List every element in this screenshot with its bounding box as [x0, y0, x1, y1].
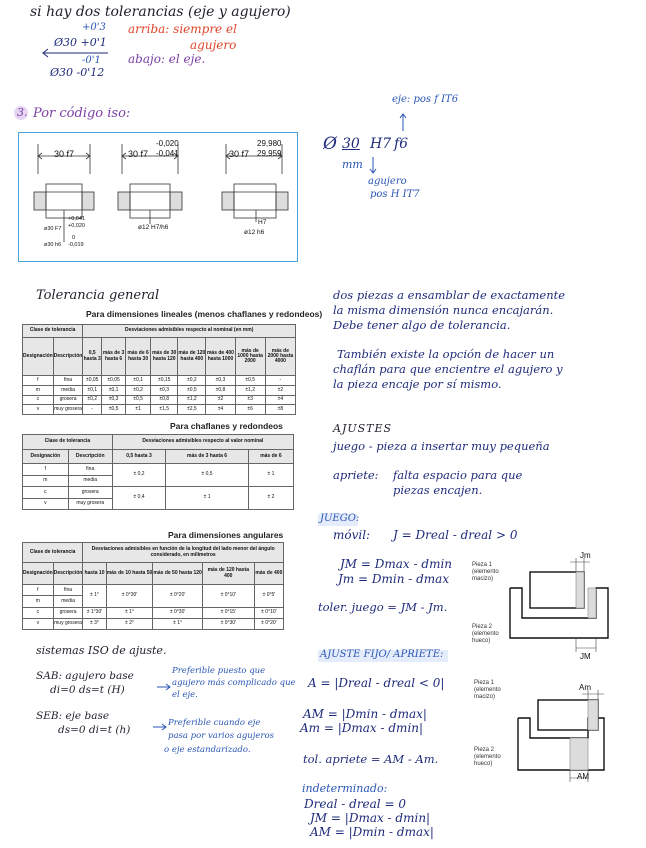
table-cell: ± 1°: [106, 607, 153, 618]
table-cell: m: [23, 385, 54, 395]
table-cell: v: [23, 618, 54, 629]
table-cell: -: [83, 405, 102, 415]
table-cell: hasta 10: [83, 563, 106, 585]
tol-plus-03: +0'3: [82, 22, 106, 33]
apriete-pieza1-l2: (elemento: [474, 687, 501, 693]
table-row: [23, 376, 296, 386]
table-cell: Descripción: [68, 450, 112, 464]
am-bottom-label: AM: [577, 772, 589, 781]
table-cell: c: [23, 607, 54, 618]
fig-b1-l2: ø30 h6: [44, 242, 62, 248]
table-cell: ± 0°10': [202, 585, 254, 608]
section-number: 3.: [17, 106, 28, 119]
table-cell: ± 0,4: [112, 487, 166, 510]
table-cell: ±0,3: [206, 376, 235, 386]
sab-arrow: [156, 682, 172, 692]
table-cell: más de 50 hasta 120: [153, 563, 202, 585]
table-cell: c: [23, 487, 69, 499]
table-row: [23, 405, 296, 415]
apriete-pieza2-l3: hueco): [474, 761, 493, 767]
chamfer-table: [22, 434, 294, 510]
table-cell: m: [23, 596, 54, 607]
angular-title: Para dimensiones angulares: [168, 530, 284, 540]
table-cell: ± 0°5': [254, 585, 283, 608]
juego-def: juego - pieza a insertar muy pequeña: [333, 439, 550, 453]
notation-h7: H7: [370, 136, 392, 152]
fig-dim-2-tol-b: -0,041: [156, 149, 179, 158]
table-cell: ±1,2: [178, 395, 206, 405]
table-cell: fina: [53, 376, 83, 386]
table-cell: ±6: [235, 405, 265, 415]
table-cell: ±0,5: [102, 405, 126, 415]
angular-table: [22, 542, 284, 630]
agujero-note-2: pos H IT7: [370, 189, 420, 200]
table-row: [23, 543, 284, 563]
note-p2-l2: chaflán para que encientre el agujero y: [333, 362, 563, 376]
table-cell: más de 3 hasta 6: [166, 450, 249, 464]
notation-f6: f6: [394, 136, 409, 152]
fig-dim-3-val-a: 29,980: [257, 139, 282, 148]
table-cell: media: [53, 596, 83, 607]
ind-1: Dreal - dreal = 0: [304, 797, 406, 811]
ind-head: indeterminado:: [302, 782, 388, 795]
fig-b1-c: 0: [72, 235, 76, 241]
table-cell: f: [23, 464, 69, 476]
table-cell: ± 1: [166, 487, 249, 510]
lin-range: más de 6 hasta 30: [126, 338, 151, 376]
seb-note-3: o eje estandarizado.: [164, 745, 251, 755]
fig-dim-1: 30 f7: [54, 149, 75, 159]
notation-mm: mm: [342, 158, 363, 171]
table-cell: grosera: [53, 395, 83, 405]
table-cell: Clase de tolerancia: [23, 543, 83, 563]
table-cell: Desviaciones admisibles respecto al valor nominal: [112, 435, 293, 450]
juego-pieza2-l3: hueco): [472, 638, 491, 644]
table-cell: Designación: [23, 563, 54, 585]
table-cell: Descripción: [53, 563, 83, 585]
table-cell: ±0,1: [126, 376, 151, 386]
sab-note-2: agujero más complicado que: [172, 678, 296, 688]
jm-min: Jm = Dmin - dmax: [338, 572, 450, 586]
table-cell: muy grosera: [53, 618, 83, 629]
agujero-note-1: agujero: [368, 176, 407, 187]
tol-apriete: tol. apriete = AM - Am.: [303, 752, 439, 766]
seb-note-1: Preferible cuando eje: [168, 718, 261, 728]
table-cell: media: [53, 385, 83, 395]
tol-d30-minus012: Ø30 -0'12: [50, 66, 105, 79]
table-cell: ± 0°30': [153, 607, 202, 618]
table-cell: Designación: [23, 450, 69, 464]
table-row: [23, 435, 294, 450]
table-cell: ±0,05: [83, 376, 102, 386]
table-cell: ± 0°20': [153, 585, 202, 608]
table-cell: ±8: [265, 405, 295, 415]
apriete-pieza1-l1: Pieza 1: [474, 680, 495, 686]
note-p1-l3: Debe tener algo de tolerancia.: [333, 318, 511, 332]
tol-minus-01: -0'1: [82, 55, 101, 66]
apriete-pieza2-l2: (elemento: [474, 754, 501, 760]
table-cell: m: [23, 475, 69, 487]
fig-b1-a: +0,041: [68, 216, 85, 222]
table-cell: más de 6: [248, 450, 293, 464]
table-cell: ± 2: [248, 487, 293, 510]
am-min: Am = |Dmax - dmin|: [300, 721, 424, 735]
iso-heading: Por código iso:: [33, 106, 131, 121]
juego-pieza1-l3: macizo): [472, 576, 494, 582]
juego-pieza1-l2: (elemento: [472, 569, 499, 575]
jm-bottom-label: JM: [580, 652, 591, 661]
notation-phi: Ø: [323, 134, 337, 154]
table-cell: ±1,5: [151, 405, 178, 415]
lin-range: más de 120 hasta 400: [178, 338, 206, 376]
apriete-label: apriete:: [333, 468, 379, 482]
table-cell: 0,5 hasta 3: [112, 450, 166, 464]
table-row: [23, 395, 296, 405]
table-cell: -: [265, 376, 295, 386]
fig-dim-3: 30 f7: [229, 149, 250, 159]
lin-head-class: Clase de tolerancia: [23, 325, 83, 338]
table-row: [23, 585, 284, 596]
note-p1-l2: la misma dimensión nunca encajarán.: [333, 303, 554, 317]
juego-diagram: [500, 552, 630, 662]
ajustes-title: AJUSTES: [333, 422, 393, 435]
table-cell: ±0,5: [178, 385, 206, 395]
fig-b3-b: ø12 h6: [244, 229, 265, 236]
table-cell: ±0,15: [151, 376, 178, 386]
table-cell: ±0,8: [151, 395, 178, 405]
apriete-pieza1-l3: macizo): [474, 694, 496, 700]
sab-eq: di=0 ds=t (H): [50, 684, 125, 696]
jm-top-label: Jm: [580, 551, 591, 560]
table-row: [23, 563, 284, 585]
table-cell: ±0,3: [151, 385, 178, 395]
table-cell: ±2: [265, 385, 295, 395]
table-row: [23, 464, 294, 476]
sab-label: SAB: agujero base: [36, 670, 134, 682]
table-cell: Clase de tolerancia: [23, 435, 113, 450]
note-arriba: arriba: siempre el: [128, 22, 237, 36]
table-cell: ±0,1: [83, 385, 102, 395]
sab-note-3: el eje.: [172, 690, 198, 700]
table-cell: ±4: [206, 405, 235, 415]
table-cell: f: [23, 585, 54, 596]
table-cell: ±0,2: [83, 395, 102, 405]
table-cell: ± 0°30': [106, 585, 153, 608]
table-cell: fina: [68, 464, 112, 476]
seb-arrow: [152, 722, 168, 732]
table-cell: muy grosera: [53, 405, 83, 415]
fig-b2: ø12 H7/h6: [138, 224, 169, 231]
juego-pieza2-l2: (elemento: [472, 631, 499, 637]
sab-note-1: Preferible puesto que: [172, 666, 266, 676]
table-cell: ±0,1: [102, 385, 126, 395]
table-cell: ±2,5: [178, 405, 206, 415]
table-cell: ±1,2: [235, 385, 265, 395]
chamfer-title: Para chaflanes y redondeos: [170, 421, 283, 431]
lin-range: más de 2000 hasta 4000: [265, 338, 295, 376]
fig-dim-2-tol-a: -0,020: [156, 139, 179, 148]
table-cell: media: [68, 475, 112, 487]
table-cell: más de 120 hasta 400: [202, 563, 254, 585]
jm-max: JM = Dmax - dmin: [340, 557, 453, 571]
table-cell: ±0,2: [178, 376, 206, 386]
apriete-pieza2-l1: Pieza 2: [474, 747, 495, 753]
lin-range: 0,5 hasta 3: [83, 338, 102, 376]
ind-2: JM = |Dmax - dmin|: [310, 811, 431, 825]
note-agujero: agujero: [190, 38, 237, 52]
table-row: [23, 325, 296, 338]
table-cell: ± 1°: [153, 618, 202, 629]
fig-b3-a: H7: [258, 219, 267, 226]
table-cell: muy grosera: [68, 498, 112, 510]
table-cell: ±0,5: [126, 395, 151, 405]
notation-30: 30: [342, 136, 360, 152]
table-cell: ±3: [235, 395, 265, 405]
apriete-l2: piezas encajen.: [393, 483, 483, 497]
fig-b1-l1: ø30 F7: [44, 226, 62, 232]
table-cell: más de 400: [254, 563, 283, 585]
ind-3: AM = |Dmin - dmax|: [310, 825, 434, 839]
table-cell: ±0,3: [102, 395, 126, 405]
table-cell: c: [23, 395, 54, 405]
table-cell: ±1: [126, 405, 151, 415]
table-cell: ± 1°: [83, 585, 106, 608]
table-cell: f: [23, 376, 54, 386]
table-cell: ± 2°: [106, 618, 153, 629]
note-p1-l1: dos piezas a ensamblar de exactamente: [333, 288, 566, 302]
lin-head-dev: Desviaciones admisibles respecto al nominal (en mm): [83, 325, 296, 338]
movil-eq: J = Dreal - dreal > 0: [393, 528, 518, 542]
table-cell: Desviaciones admisibles en función de la longitud del lado menor del ángulo considerado, en milímetros: [83, 543, 284, 563]
table-cell: grosera: [68, 487, 112, 499]
apriete-l1: falta espacio para que: [393, 468, 523, 482]
table-cell: ±4: [265, 395, 295, 405]
table-cell: ± 3°: [83, 618, 106, 629]
table-row: [23, 607, 284, 618]
table-cell: más de 10 hasta 50: [106, 563, 153, 585]
note-two-tolerances: si hay dos tolerancias (eje y agujero): [30, 4, 291, 20]
apriete-diagram: [508, 686, 628, 786]
am-top-label: Am: [579, 683, 591, 692]
table-row: [23, 338, 296, 376]
eje-pos-note: eje: pos f IT6: [392, 94, 459, 105]
table-row: [23, 487, 294, 499]
table-cell: ± 0°30': [202, 618, 254, 629]
lin-range: más de 1000 hasta 2000: [235, 338, 265, 376]
table-cell: ±2: [206, 395, 235, 405]
lin-range: más de 30 hasta 120: [151, 338, 178, 376]
table-cell: ± 0,2: [112, 464, 166, 487]
juego-head: JUEGO:: [320, 513, 360, 524]
fig-b1-b: +0,020: [68, 223, 85, 229]
table-cell: ±0,2: [126, 385, 151, 395]
lin-head-des: Designación: [23, 338, 54, 376]
table-cell: v: [23, 498, 69, 510]
table-row: [23, 618, 284, 629]
fig-dim-2: 30 f7: [128, 149, 149, 159]
linear-title: Para dimensiones lineales (menos chaflanes y redondeos): [86, 309, 323, 319]
table-cell: ±0,8: [206, 385, 235, 395]
juego-pieza1-l1: Pieza 1: [472, 562, 493, 568]
table-cell: ±0,5: [235, 376, 265, 386]
seb-label: SEB: eje base: [36, 710, 110, 722]
fig-dim-3-val-b: 29,959: [257, 149, 282, 158]
tol-d30-plus01: Ø30 +0'1: [54, 36, 107, 49]
table-cell: ± 0°10': [254, 607, 283, 618]
table-row: [23, 385, 296, 395]
table-cell: ± 0°20': [254, 618, 283, 629]
note-p2-l3: la pieza encaje por sí mismo.: [333, 377, 502, 391]
table-cell: v: [23, 405, 54, 415]
linear-table: [22, 324, 296, 415]
lin-range: más de 400 hasta 1000: [206, 338, 235, 376]
sistemas-title: sistemas ISO de ajuste.: [36, 644, 167, 657]
af-head: AJUSTE FIJO/ APRIETE:: [320, 649, 444, 660]
table-cell: ± 1: [248, 464, 293, 487]
arrow-down: [368, 156, 378, 174]
tol-juego: toler. juego = JM - Jm.: [318, 600, 448, 614]
fig-b1-d: -0,019: [68, 242, 84, 248]
seb-eq: ds=0 di=t (h): [58, 724, 131, 736]
table-cell: ± 1°30': [83, 607, 106, 618]
table-cell: ±0,05: [102, 376, 126, 386]
am-max: AM = |Dmin - dmax|: [303, 707, 427, 721]
table-cell: ± 0°15': [202, 607, 254, 618]
juego-pieza2-l1: Pieza 2: [472, 624, 493, 630]
table-cell: ± 0,5: [166, 464, 249, 487]
seb-note-2: pasa por varios agujeros: [168, 731, 274, 741]
a-eq: A = |Dreal - dreal < 0|: [308, 676, 445, 690]
lin-range: más de 3 hasta 6: [102, 338, 126, 376]
arrow-up: [398, 112, 408, 132]
lin-head-desc: Descripción: [53, 338, 83, 376]
table-cell: grosera: [53, 607, 83, 618]
table-row: [23, 450, 294, 464]
movil-label: móvil:: [333, 528, 371, 542]
note-abajo: abajo: el eje.: [128, 52, 206, 66]
table-cell: fina: [53, 585, 83, 596]
note-p2-l1: También existe la opción de hacer un: [337, 347, 555, 361]
general-title: Tolerancia general: [36, 288, 160, 303]
